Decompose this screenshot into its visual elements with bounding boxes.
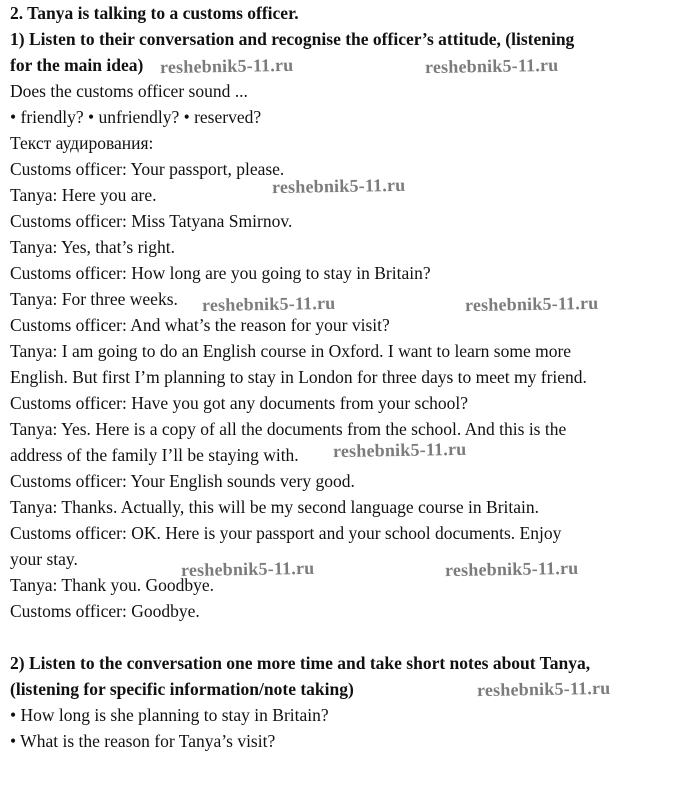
transcript-line: Customs officer: How long are you going to stay in Britain? <box>10 263 431 283</box>
transcript-line: Tanya: I am going to do an English course in Oxford. I want to learn some more <box>10 341 572 361</box>
watermark: reshebnik5-11.ru <box>332 438 467 462</box>
transcript-line: English. But first I’m planning to stay in London for three days to meet my friend. <box>10 367 587 387</box>
transcript-line: Customs officer: Miss Tatyana Smirnov. <box>10 211 293 231</box>
transcript-line: Tanya: Yes. Here is a copy of all the documents from the school. And this is the <box>10 419 567 439</box>
transcript-line: Customs officer: Goodbye. <box>10 601 200 621</box>
transcript-label: Текст аудирования: <box>10 133 154 153</box>
part2-instruction-line1: 2) Listen to the conversation one more time and take short notes about Tanya, <box>10 653 591 673</box>
document-page <box>10 0 665 754</box>
task-heading: 2. Tanya is talking to a customs officer. <box>10 3 299 23</box>
transcript-line: Customs officer: OK. Here is your passport and your school documents. Enjoy <box>10 523 562 543</box>
part1-instruction-line1: 1) Listen to their conversation and recognise the officer’s attitude, (listening <box>10 29 575 49</box>
section-gap <box>10 624 665 650</box>
part2-bullet: • What is the reason for Tanya’s visit? <box>10 731 276 751</box>
transcript <box>10 156 665 624</box>
part1-options: • friendly? • unfriendly? • reserved? <box>10 107 262 127</box>
transcript-line: your stay. <box>10 549 78 569</box>
transcript-line: Customs officer: Have you got any documents from your school? <box>10 393 468 413</box>
transcript-line: Tanya: Yes, that’s right. <box>10 237 176 257</box>
transcript-line: address of the family I’ll be staying with. <box>10 445 299 465</box>
watermark: reshebnik5-11.ru <box>424 54 559 78</box>
transcript-line: Customs officer: And what’s the reason for your visit? <box>10 315 390 335</box>
transcript-line: Tanya: Thank you. Goodbye. <box>10 575 215 595</box>
watermark: reshebnik5-11.ru <box>444 557 579 581</box>
transcript-line: Customs officer: Your English sounds very good. <box>10 471 355 491</box>
part2-bullet: • How long is she planning to stay in Britain? <box>10 705 329 725</box>
part1-question: Does the customs officer sound ... <box>10 81 248 101</box>
transcript-line: Tanya: For three weeks. <box>10 289 178 309</box>
transcript-line: Tanya: Thanks. Actually, this will be my second language course in Britain. <box>10 497 540 517</box>
transcript-line: Customs officer: Your passport, please. <box>10 159 285 179</box>
part1-instruction-line2: for the main idea) <box>10 55 144 75</box>
part2-instruction-line2: (listening for specific information/note taking) <box>10 679 354 699</box>
watermark: reshebnik5-11.ru <box>159 54 294 78</box>
watermark: reshebnik5-11.ru <box>201 292 336 316</box>
watermark: reshebnik5-11.ru <box>271 174 406 198</box>
watermark: reshebnik5-11.ru <box>180 557 315 581</box>
transcript-line: Tanya: Here you are. <box>10 185 157 205</box>
watermark: reshebnik5-11.ru <box>476 677 611 701</box>
watermark: reshebnik5-11.ru <box>464 292 599 316</box>
